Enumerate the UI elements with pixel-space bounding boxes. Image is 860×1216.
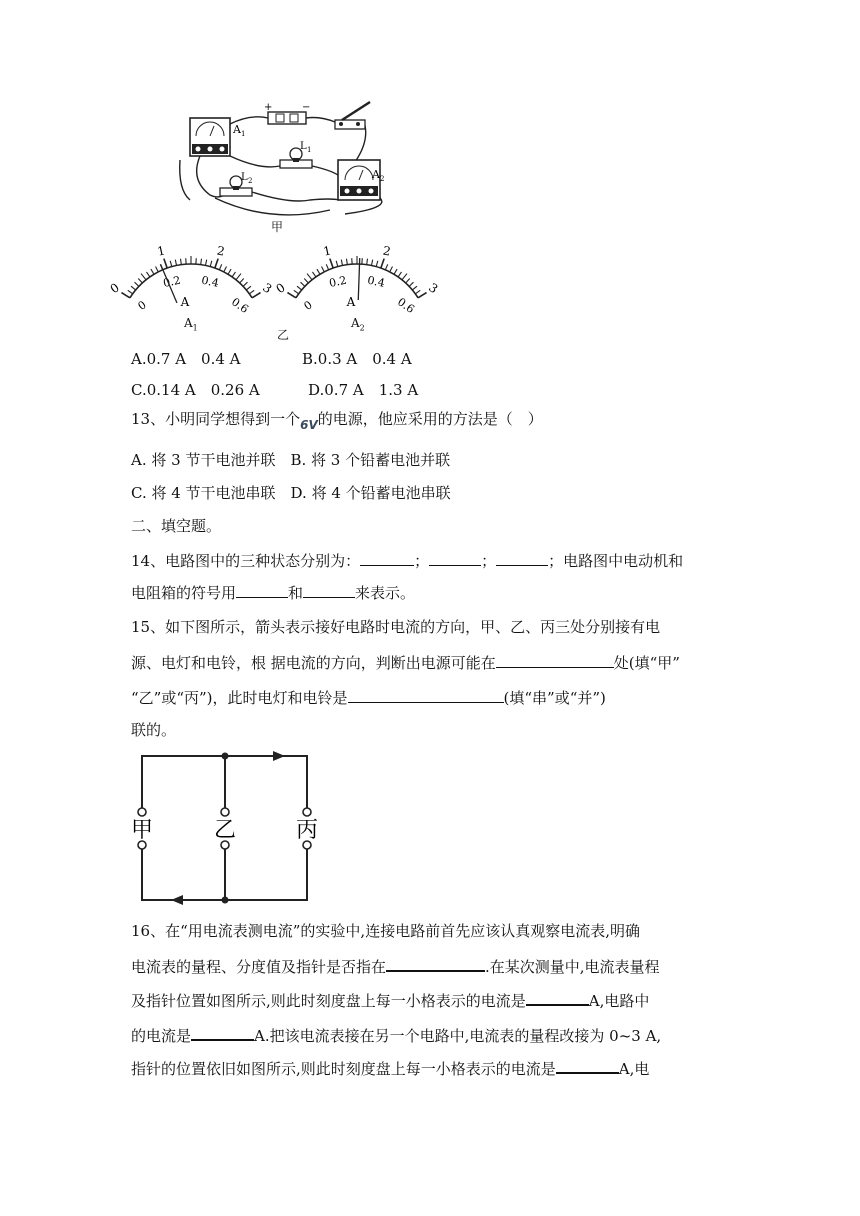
q12-option-b[interactable]: B.0.3 A 0.4 A [302, 350, 412, 368]
scale-tick [322, 267, 325, 272]
svg-text:−: − [302, 102, 311, 113]
meter-a2-name: $A_2$ [351, 316, 365, 333]
scale-tick [224, 267, 227, 272]
q13-option-cd[interactable]: C. 将 4 节干电池串联 D. 将 4 个铅蓄电池串联 [131, 484, 451, 502]
scale-tick [312, 272, 315, 277]
scale-top-label: 3 [260, 280, 275, 297]
scale-tick [135, 282, 139, 286]
scale-tick [131, 286, 136, 290]
scale-tick [336, 261, 338, 267]
q16-blank-3[interactable] [191, 1024, 254, 1041]
q14-blank-1[interactable] [360, 550, 414, 566]
q14-line1: 14、电路图中的三种状态分别为： ； ； ；电路图中电动机和 [131, 552, 684, 570]
q14-blank-3[interactable] [496, 550, 548, 566]
scale-tick [347, 259, 348, 265]
switch-icon [335, 102, 370, 129]
meter-a1-name: $A_1$ [184, 316, 198, 333]
q16-blank-1[interactable] [386, 955, 485, 972]
scale-tick [156, 267, 159, 272]
ammeter-a1-label: A [233, 123, 241, 136]
ammeter-a2-label: A [372, 168, 380, 181]
q16-line2: 电流表的量程、分度值及指针是否指在 .在某次测量中,电流表量程 [131, 955, 660, 977]
scale-tick [215, 259, 218, 268]
q14-blank-4[interactable] [236, 582, 288, 598]
figure-yi-caption: 乙 [277, 328, 290, 342]
scale-tick [240, 279, 244, 283]
scale-top-label: 3 [426, 280, 441, 297]
scale-arc [130, 264, 252, 298]
section-fill-in-title: 二、填空题。 [131, 517, 222, 535]
svg-text:L: L [241, 172, 248, 183]
svg-text:1: 1 [307, 146, 312, 154]
circuit-label-bing: 丙 [296, 818, 319, 843]
scale-tick [228, 269, 231, 274]
battery-icon [268, 112, 306, 124]
arrow-left-icon [171, 895, 183, 905]
q15-line2: 源、电灯和电铃，根 据电流的方向，判断出电源可能在 处(填“甲” [131, 654, 680, 672]
scale-tick [170, 261, 172, 267]
scale-top-label: 1 [322, 243, 333, 259]
scale-tick [317, 269, 320, 274]
q13-inline-value: 6V [300, 418, 318, 432]
scale-tick [294, 290, 299, 294]
scale-top-label: 1 [156, 243, 167, 259]
svg-text:+: + [264, 102, 273, 113]
scale-tick [402, 274, 407, 280]
scale-bottom-label: 0.6 [229, 295, 251, 317]
scale-tick [164, 259, 167, 268]
scale-tick [128, 290, 133, 294]
scale-bottom-label: 0.4 [366, 273, 386, 290]
scale-tick [381, 259, 384, 268]
q12-option-d[interactable]: D.0.7 A 1.3 A [308, 381, 419, 399]
q14-line2: 电阻箱的符号用 和 来表示。 [131, 584, 416, 602]
scale-arc [296, 264, 418, 298]
scale-tick [371, 260, 372, 266]
q12-option-a[interactable]: A.0.7 A 0.4 A [131, 350, 241, 368]
q12-option-c[interactable]: C.0.14 A 0.26 A [131, 381, 260, 399]
q16-blank-4[interactable] [556, 1057, 619, 1074]
q15-blank-1[interactable] [496, 652, 614, 668]
scale-bottom-label: 0.2 [328, 273, 348, 290]
q12-options-row2 [131, 380, 418, 400]
figure-jia-circuit [180, 100, 420, 232]
scale-top-label: 0 [273, 280, 288, 297]
ammeter-a1-icon [190, 118, 230, 156]
scale-bottom-label: 0.2 [162, 273, 182, 290]
scale-tick [181, 259, 182, 265]
meter-a1-dial [108, 243, 275, 316]
q15-line3: “乙”或“丙”)，此时电灯和电铃是 (填“串”或“并”) [131, 689, 606, 707]
scale-tick [304, 279, 308, 283]
q15-blank-2[interactable] [348, 687, 504, 703]
svg-text:L: L [300, 141, 307, 152]
scale-tick [246, 286, 251, 290]
scale-tick [243, 282, 247, 286]
scale-tick [367, 259, 368, 265]
figure-yi-meters [107, 238, 441, 333]
scale-tick [151, 269, 154, 274]
scale-tick [394, 269, 397, 274]
scale-tick [418, 293, 426, 298]
scale-tick [146, 272, 149, 277]
q16-line4: 的电流是 A.把该电流表接在另一个电路中,电流表的量程改接为 0~3 A, [131, 1024, 661, 1046]
scale-tick [287, 293, 295, 298]
scale-tick [252, 293, 260, 298]
scale-tick [376, 261, 378, 267]
q16-blank-2[interactable] [526, 989, 589, 1006]
arrow-right-icon [273, 751, 285, 761]
circuit-label-jia: 甲 [131, 818, 154, 843]
scale-tick [398, 272, 401, 277]
scale-top-label: 2 [381, 243, 392, 259]
scale-tick [141, 274, 146, 280]
scale-tick [341, 260, 342, 266]
q13-option-ab[interactable]: A. 将 3 节干电池并联 B. 将 3 个铅蓄电池并联 [131, 451, 451, 469]
scale-tick [175, 260, 176, 266]
q15-line1: 15、如下图所示，箭头表示接好电路时电流的方向，甲、乙、丙三处分别接有电 [131, 618, 661, 636]
svg-text:2: 2 [248, 177, 253, 185]
unit-label: A [346, 295, 356, 309]
figure-jia-caption: 甲 [271, 220, 284, 234]
q12-options-row1 [131, 349, 412, 369]
scale-tick [326, 264, 328, 270]
scale-tick [201, 259, 202, 265]
q16-line1: 16、在“用电流表测电流”的实验中,连接电路前首先应该认真观察电流表,明确 [131, 922, 640, 940]
q15-line4: 联的。 [131, 721, 177, 739]
scale-tick [210, 261, 212, 267]
scale-bottom-label: 0.6 [395, 295, 417, 317]
scale-tick [138, 279, 142, 283]
q14-blank-2[interactable] [429, 550, 481, 566]
scale-bottom-label: 0 [135, 298, 149, 314]
scale-top-label: 0 [107, 280, 122, 297]
scale-tick [236, 274, 241, 280]
svg-text:2: 2 [380, 175, 385, 183]
scale-bottom-label: 0.4 [200, 273, 220, 290]
scale-tick [385, 264, 387, 270]
q16-line3: 及指针位置如图所示,则此时刻度盘上每一小格表示的电流是 A,电路中 [131, 989, 649, 1011]
meter-a2-dial [274, 243, 441, 316]
scale-tick [297, 286, 302, 290]
scale-tick [205, 260, 206, 266]
scale-tick [249, 290, 254, 294]
scale-tick [409, 282, 413, 286]
scale-top-label: 2 [215, 243, 226, 259]
scale-tick [121, 293, 129, 298]
q15-circuit-diagram [125, 745, 345, 915]
scale-tick [412, 286, 417, 290]
scale-tick [301, 282, 305, 286]
q16-line5: 指针的位置依旧如图所示,则此时刻度盘上每一小格表示的电流是 A,电 [131, 1057, 649, 1079]
q13-stem: 13、小明同学想得到一个$_{6V}$的电源，他应采用的方法是（ ） [131, 410, 543, 432]
scale-tick [415, 290, 420, 294]
scale-tick [390, 267, 393, 272]
scale-bottom-label: 0 [301, 298, 315, 314]
scale-tick [232, 272, 235, 277]
scale-tick [330, 259, 333, 268]
scale-tick [406, 279, 410, 283]
svg-text:1: 1 [241, 130, 246, 138]
unit-label: A [180, 295, 190, 309]
circuit-label-yi: 乙 [214, 818, 237, 843]
q14-blank-5[interactable] [303, 582, 355, 598]
scale-tick [219, 264, 221, 270]
scale-tick [307, 274, 312, 280]
